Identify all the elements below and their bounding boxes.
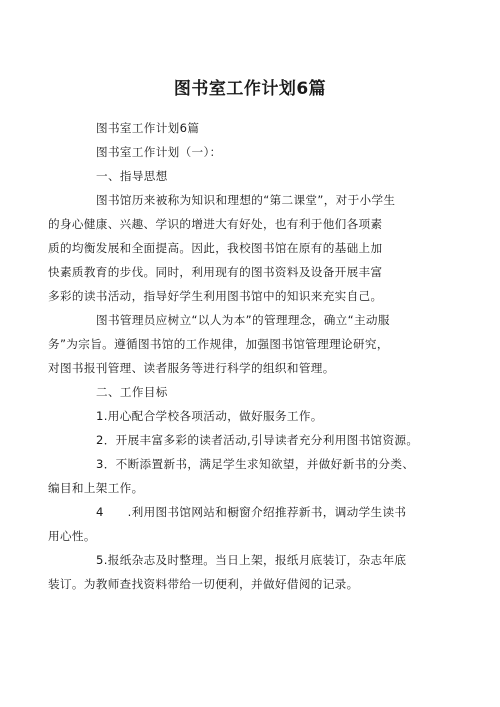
paragraph [72,116,448,140]
text-line: 编目和上架工作。 [48,481,144,495]
text-line: 一、指导思想 [96,169,168,183]
section-heading [72,164,448,188]
text-line: 2．开展丰富多彩的读者活动,引导读者充分利用图书馆资源。 [96,433,419,447]
text-line: 图书室工作计划6篇 [96,121,200,135]
list-item [72,428,448,452]
list-item [48,452,448,500]
list-item [48,548,448,596]
text-line: 4 .利用图书馆网站和橱窗介绍推荐新书，调动学生读书 [96,505,407,519]
text-line: 二、工作目标 [96,385,168,399]
text-line: 快素质教育的步伐。同时，利用现有的图书资料及设备开展丰富 [48,265,383,279]
section-heading [72,380,448,404]
text-line: 图书管理员应树立“以人为本”的管理理念，确立“主动服 [96,313,390,327]
paragraph [48,188,448,308]
text-line: 务”为宗旨。遵循图书馆的工作规律，加强图书馆管理理论研究， [48,337,389,351]
text-line: 的身心健康、兴趣、学识的增进大有好处，也有利于他们各项素 [48,217,383,231]
text-line: 3．不断添置新书，满足学生求知欲望，并做好新书的分类、 [96,457,415,471]
document-body [48,116,448,596]
document-title: 图书室工作计划6篇 [173,79,327,99]
list-item [72,404,448,428]
text-line: 质的均衡发展和全面提高。因此，我校图书馆在原有的基础上加 [48,241,383,255]
text-line: 5.报纸杂志及时整理。当日上架，报纸月底装订，杂志年底 [96,553,407,567]
text-line: 用心性。 [48,529,96,543]
text-line: 对图书报刊管理、读者服务等进行科学的组织和管理。 [48,361,335,375]
paragraph [72,140,448,164]
text-line: 装订。为教师查找资料带给一切便利，并做好借阅的记录。 [48,577,359,591]
text-line: 图书馆历来被称为知识和理想的“第二课堂”，对于小学生 [96,193,396,207]
text-line: 多彩的读书活动，指导好学生利用图书馆中的知识来充实自己。 [48,289,383,303]
paragraph [48,308,448,380]
list-item [48,500,448,548]
text-line: 图书室工作计划（一）： [96,145,222,159]
text-line: 1.用心配合学校各项活动，做好服务工作。 [96,409,323,423]
